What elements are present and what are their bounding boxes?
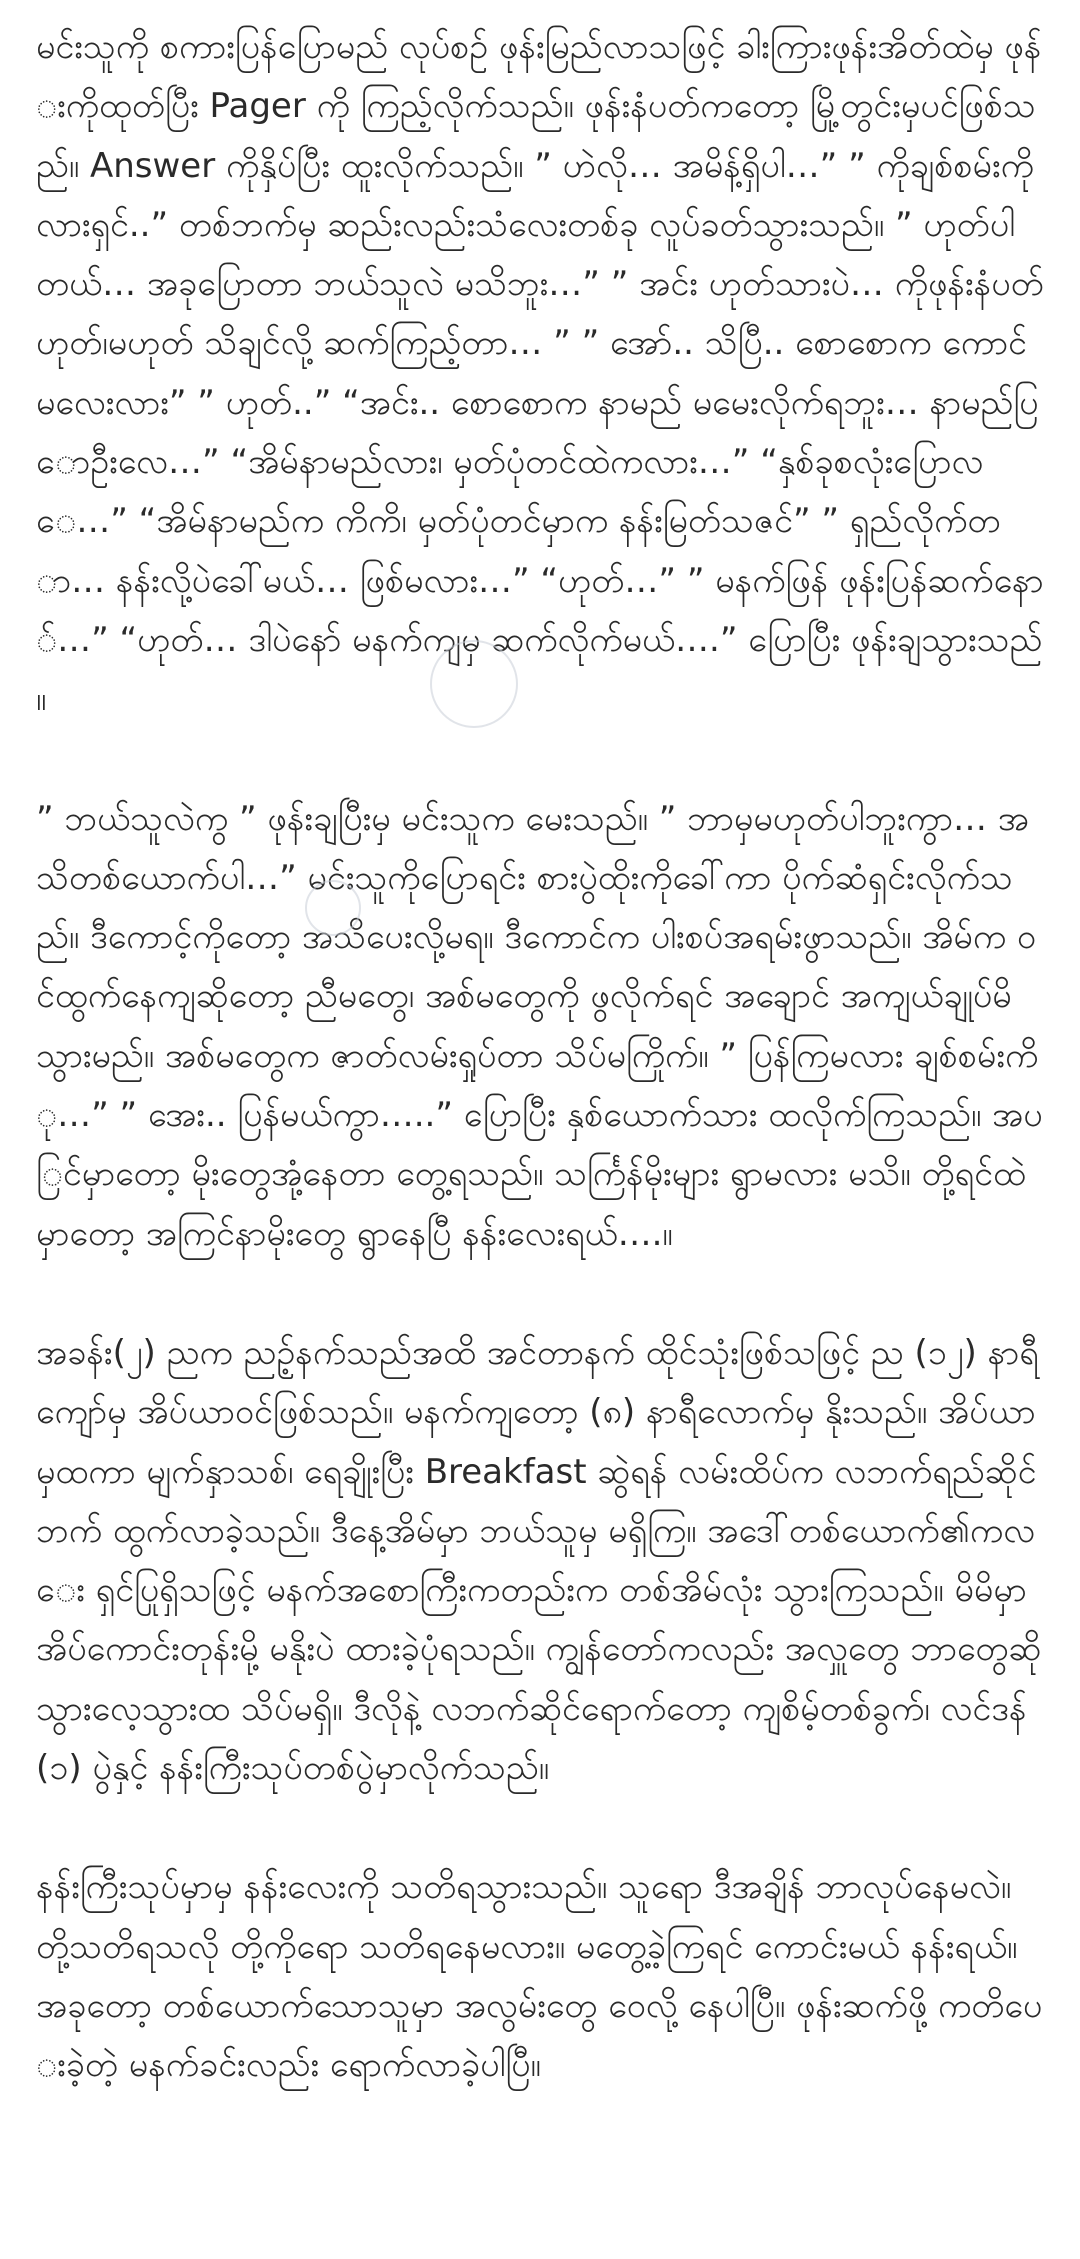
article-paragraph: မင်းသူကို စကားပြန်ပြောမည် လုပ်စဉ် ဖုန်းမြည်လာသဖြင့် ခါးကြားဖုန်းအိတ်ထဲမှ ဖုန်းကိုထုတ်ပြီး Pager ကို ကြည့်လိုက်သည်။ ဖုန်းနံပတ်ကတော့ မြို့တွင်းမှပင်ဖြစ်သည်။ Answer ကိုနှိပ်ပြီး ထူးလိုက်သည်။ ” ဟဲလို… အမိန့်ရှိပါ…” ” ကိုချစ်စမ်းကိုလားရှင်..” တစ်ဘက်မှ ဆည်းလည်းသံလေးတစ်ခု လူပ်ခတ်သွားသည်။ ” ဟုတ်ပါတယ်… အခုပြောတာ ဘယ်သူလဲ မသိဘူး…” ” အင်း ဟုတ်သားပဲ… ကိုဖုန်းနံပတ် ဟုတ်၊မဟုတ် သိချင်လို့ ဆက်ကြည့်တာ… ” ” အော်.. သိပြီ.. စောစောက ကောင်မလေးလား” ” ဟုတ်..” “အင်း.. စောစောက နာမည် မမေးလိုက်ရဘူး… နာမည်ပြောဦးလေ…” “အိမ်နာမည်လား၊ မှတ်ပုံတင်ထဲကလား…” “နှစ်ခုစလုံးပြောလေ…” “အိမ်နာမည်က ကိကိ၊ မှတ်ပုံတင်မှာက နန်းမြတ်သဇင်” ” ရှည်လိုက်တာ… နန်းလို့ပဲခေါ်မယ်… ဖြစ်မလား…” “ဟုတ်…” ” မနက်ဖြန် ဖုန်းပြန်ဆက်နော်…” “ဟုတ်… ဒါပဲနော် မနက်ကျမှ ဆက်လိုက်မယ်….” ပြောပြီး ဖုန်းချသွားသည်။ [36, 27, 1044, 720]
article-paragraph: နန်းကြီးသုပ်မှာမှ နန်းလေးကို သတိရသွားသည်။ သူရော ဒီအချိန် ဘာလုပ်နေမလဲ။ တို့သတိရသလို တို့ကိုရော သတိရနေမလား။ မတွေ့ခဲ့ကြရင် ကောင်းမယ် နန်းရယ်။ အခုတော့ တစ်ယောက်သောသူမှာ အလွမ်းတွေ ဝေလို့ နေပါပြီ။ ဖုန်းဆက်ဖို့ ကတိပေးခဲ့တဲ့ မနက်ခင်းလည်း ရောက်လာခဲ့ပါပြီ။ [36, 1867, 1043, 2086]
article-paragraph: အခန်း(၂) ညက ညဉ့်နက်သည်အထိ အင်တာနက် ထိုင်သုံးဖြစ်သဖြင့် ည (၁၂) နာရီကျော်မှ အိပ်ယာဝင်ဖြစ်သည်။ မနက်ကျတော့ (၈) နာရီလောက်မှ နိုးသည်။ အိပ်ယာမှထကာ မျက်နှာသစ်၊ ရေချိုးပြီး Breakfast ဆွဲရန် လမ်းထိပ်က လဘက်ရည်ဆိုင်ဘက် ထွက်လာခဲ့သည်။ ဒီနေ့အိမ်မှာ ဘယ်သူမှ မရှိကြ။ အဒေါ်တစ်ယောက်၏ကလေး ရှင်ပြုရှိသဖြင့် မနက်အစောကြီးကတည်းက တစ်အိမ်လုံး သွားကြသည်။ မိမိမှာ အိပ်ကောင်းတုန်းမို့ မနိုးပဲ ထားခဲ့ပုံရသည်။ ကျွန်တော်ကလည်း အလှူတွေ ဘာတွေဆို သွားလေ့သွားထ သိပ်မရှိ။ ဒီလိုနဲ့ လဘက်ဆိုင်ရောက်တော့ ကျစိမ့်တစ်ခွက်၊ လင်ဒန် (၁) ပွဲနှင့် နန်းကြီးသုပ်တစ်ပွဲမှာလိုက်သည်။ [36, 1332, 1042, 1789]
article-paragraph: ” ဘယ်သူလဲကွ ” ဖုန်းချပြီးမှ မင်းသူက မေးသည်။ ” ဘာမှမဟုတ်ပါဘူးကွာ… အသိတစ်ယောက်ပါ…” မင်းသူကိုပြောရင်း စားပွဲထိုးကိုခေါ်ကာ ပိုက်ဆံရှင်းလိုက်သည်။ ဒီကောင့်ကိုတော့ အသိပေးလို့မရ။ ဒီကောင်က ပါးစပ်အရမ်းဖွာသည်။ အိမ်က ဝင်ထွက်နေကျဆိုတော့ ညီမတွေ၊ အစ်မတွေကို ဖွလိုက်ရင် အချောင် အကျယ်ချုပ်မိသွားမည်။ အစ်မတွေက ဇာတ်လမ်းရှုပ်တာ သိပ်မကြိုက်။ ” ပြန်ကြမလား ချစ်စမ်းကို…” ” အေး.. ပြန်မယ်ကွာ…..” ပြောပြီး နှစ်ယောက်သား ထလိုက်ကြသည်။ အပြင်မှာတော့ မိုးတွေအုံ့နေတာ တွေ့ရသည်။ သင်္ကြန်မိုးများ ရွာမလား မသိ။ တို့ရင်ထဲမှာတော့ အကြင်နာမိုးတွေ ရွာနေပြီ နန်းလေးရယ်….။ [36, 798, 1043, 1254]
